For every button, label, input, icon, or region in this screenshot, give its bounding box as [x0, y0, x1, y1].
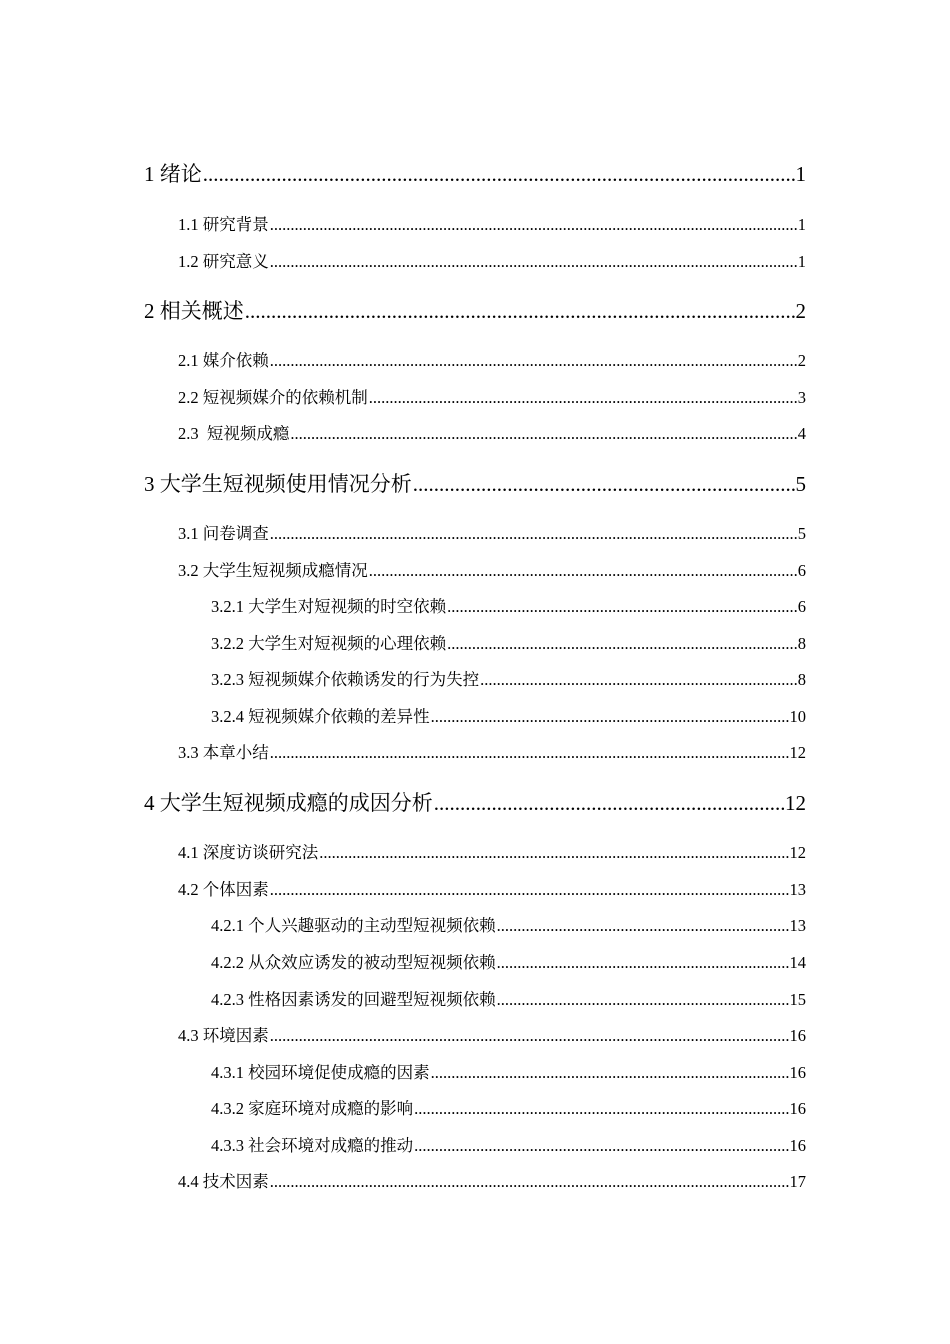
toc-entry-page: 4	[797, 424, 806, 443]
dot-leader	[270, 217, 797, 234]
toc-entry-page: 16	[789, 1063, 806, 1082]
toc-entry-label: 4.4 技术因素	[178, 1172, 269, 1191]
dot-leader	[431, 709, 789, 726]
toc-entry-label: 3.1 问卷调查	[178, 524, 269, 543]
toc-entry-label: 2.3 短视频成瘾	[178, 424, 290, 443]
toc-entry-label: 4.2.2 从众效应诱发的被动型短视频依赖	[211, 953, 496, 972]
toc-entry-label: 4.3.2 家庭环境对成瘾的影响	[211, 1099, 414, 1118]
toc-entry-3-2-2[interactable]	[211, 636, 806, 653]
dot-leader	[369, 390, 797, 407]
toc-entry-4-3-3[interactable]	[211, 1138, 806, 1155]
toc-entry-page: 2	[795, 299, 806, 323]
toc-entry-page: 6	[797, 561, 806, 580]
toc-entry-3-2-3[interactable]	[211, 672, 806, 689]
dot-leader	[270, 882, 789, 899]
toc-entry-4-3[interactable]	[178, 1028, 806, 1045]
toc-entry-label: 4.2 个体因素	[178, 880, 269, 899]
dot-leader	[270, 1174, 789, 1191]
toc-entry-page: 8	[797, 670, 806, 689]
toc-entry-3-2-4[interactable]	[211, 709, 806, 726]
dot-leader	[270, 254, 797, 271]
toc-entry-page: 10	[789, 707, 806, 726]
dot-leader	[203, 164, 795, 185]
dot-leader	[245, 301, 795, 322]
toc-entry-page: 6	[797, 597, 806, 616]
toc-entry-4-2-1[interactable]	[211, 918, 806, 935]
toc-entry-page: 12	[789, 743, 806, 762]
toc-entry-page: 13	[789, 880, 806, 899]
toc-entry-4-2[interactable]	[178, 882, 806, 899]
toc-entry-label: 3.3 本章小结	[178, 743, 269, 762]
dot-leader	[270, 526, 797, 543]
toc-entry-page: 8	[797, 634, 806, 653]
toc-entry-4-1[interactable]	[178, 845, 806, 862]
toc-entry-label: 2 相关概述	[144, 299, 244, 323]
toc-entry-page: 5	[797, 524, 806, 543]
toc-entry-label: 3.2 大学生短视频成瘾情况	[178, 561, 368, 580]
toc-entry-page: 16	[789, 1136, 806, 1155]
toc-entry-2[interactable]	[144, 301, 806, 322]
toc-entry-4-3-1[interactable]	[211, 1065, 806, 1082]
dot-leader	[434, 793, 784, 814]
toc-entry-page: 2	[797, 351, 806, 370]
dot-leader	[369, 563, 797, 580]
toc-entry-page: 15	[789, 990, 806, 1009]
toc-entry-label: 4.1 深度访谈研究法	[178, 843, 319, 862]
toc-entry-page: 14	[789, 953, 806, 972]
dot-leader	[497, 918, 789, 935]
toc-entry-page: 1	[797, 252, 806, 271]
toc-entry-1-2[interactable]	[178, 254, 806, 271]
dot-leader	[497, 992, 789, 1009]
toc-entry-3[interactable]	[144, 474, 806, 495]
toc-entry-page: 5	[795, 472, 806, 496]
toc-entry-label: 1.1 研究背景	[178, 215, 269, 234]
toc-entry-page: 16	[789, 1026, 806, 1045]
toc-entry-label: 2.2 短视频媒介的依赖机制	[178, 388, 368, 407]
toc-entry-label: 4.3.3 社会环境对成瘾的推动	[211, 1136, 414, 1155]
dot-leader	[413, 474, 795, 495]
dot-leader	[447, 636, 797, 653]
toc-entry-page: 12	[785, 791, 806, 815]
dot-leader	[497, 955, 789, 972]
toc-entry-label: 4 大学生短视频成瘾的成因分析	[144, 791, 433, 815]
dot-leader	[290, 426, 796, 443]
toc-entry-page: 17	[789, 1172, 806, 1191]
toc-entry-page: 13	[789, 916, 806, 935]
toc-entry-2-1[interactable]	[178, 353, 806, 370]
toc-entry-label: 3.2.4 短视频媒介依赖的差异性	[211, 707, 430, 726]
toc-entry-label: 4.2.1 个人兴趣驱动的主动型短视频依赖	[211, 916, 496, 935]
dot-leader	[480, 672, 797, 689]
toc-entry-label: 3.2.2 大学生对短视频的心理依赖	[211, 634, 447, 653]
toc-entry-page: 3	[797, 388, 806, 407]
dot-leader	[319, 845, 788, 862]
toc-entry-label: 3.2.3 短视频媒介依赖诱发的行为失控	[211, 670, 480, 689]
toc-entry-page: 1	[797, 215, 806, 234]
toc-entry-4-2-3[interactable]	[211, 992, 806, 1009]
toc-entry-page: 1	[795, 162, 806, 186]
toc-entry-label: 2.1 媒介依赖	[178, 351, 269, 370]
toc-entry-3-3[interactable]	[178, 745, 806, 762]
toc-entry-1[interactable]	[144, 164, 806, 185]
toc-entry-3-1[interactable]	[178, 526, 806, 543]
toc-entry-1-1[interactable]	[178, 217, 806, 234]
dot-leader	[447, 599, 797, 616]
toc-entry-label: 4.3.1 校园环境促使成瘾的因素	[211, 1063, 430, 1082]
toc-entry-page: 16	[789, 1099, 806, 1118]
toc-entry-3-2-1[interactable]	[211, 599, 806, 616]
dot-leader	[270, 1028, 789, 1045]
toc-entry-label: 1 绪论	[144, 162, 202, 186]
toc-entry-label: 3.2.1 大学生对短视频的时空依赖	[211, 597, 447, 616]
toc-entry-4-4[interactable]	[178, 1174, 806, 1191]
toc-entry-2-3[interactable]	[178, 426, 806, 443]
toc-entry-label: 1.2 研究意义	[178, 252, 269, 271]
toc-entry-2-2[interactable]	[178, 390, 806, 407]
dot-leader	[414, 1101, 788, 1118]
toc-entry-label: 3 大学生短视频使用情况分析	[144, 472, 412, 496]
dot-leader	[431, 1065, 789, 1082]
dot-leader	[270, 353, 797, 370]
toc-entry-label: 4.3 环境因素	[178, 1026, 269, 1045]
dot-leader	[270, 745, 789, 762]
dot-leader	[414, 1138, 788, 1155]
toc-entry-4[interactable]	[144, 793, 806, 814]
toc-entry-4-3-2[interactable]	[211, 1101, 806, 1118]
toc-entry-page: 12	[789, 843, 806, 862]
toc-entry-3-2[interactable]	[178, 563, 806, 580]
toc-entry-4-2-2[interactable]	[211, 955, 806, 972]
toc-entry-label: 4.2.3 性格因素诱发的回避型短视频依赖	[211, 990, 496, 1009]
